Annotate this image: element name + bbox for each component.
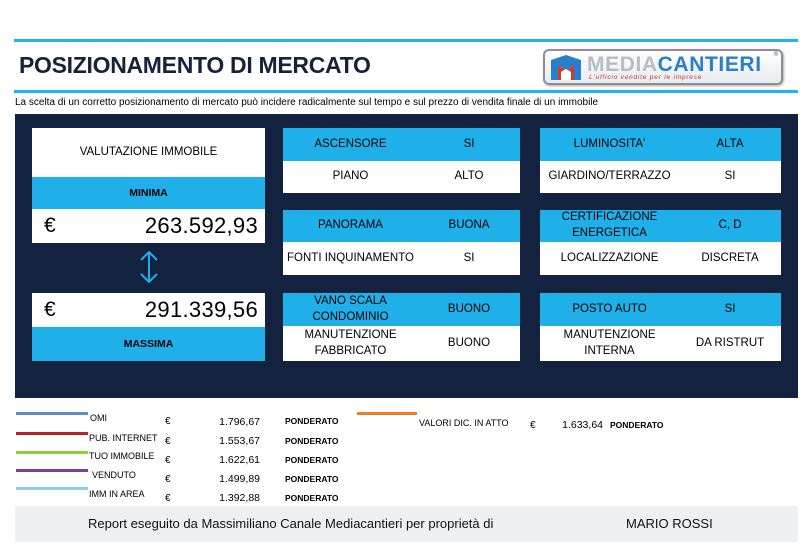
fonti-inquinamento-label: FONTI INQUINAMENTO — [283, 242, 418, 275]
max-value: 291.339,56 — [144, 297, 258, 322]
giardino-terrazzo-label: GIARDINO/TERRAZZO — [540, 161, 679, 193]
manutenzione-interna-value: DA RISTRUT — [679, 326, 781, 361]
legend-label-valori-dic: VALORI DIC. IN ATTO — [419, 418, 509, 428]
legend-label-pub-internet: PUB. INTERNET — [89, 433, 158, 443]
vano-scala-value: BUONO — [418, 293, 520, 326]
min-label: MINIMA — [32, 177, 265, 209]
fonti-inquinamento-value: SI — [418, 242, 520, 275]
legend-currency-imm-in-area: € — [165, 493, 171, 504]
max-currency: € — [44, 298, 56, 321]
up-down-arrow-icon — [138, 250, 160, 284]
ascensore-label: ASCENSORE — [283, 128, 418, 161]
legend-currency-omi: € — [165, 416, 171, 427]
mediacantieri-logo — [543, 49, 783, 85]
legend-label-venduto: VENDUTO — [92, 470, 136, 480]
giardino-terrazzo-value: SI — [679, 161, 781, 193]
header-bottom-rule — [14, 90, 798, 93]
footer-owner-name: MARIO ROSSI — [626, 516, 713, 531]
vano-scala-label: VANO SCALA CONDOMINIO — [283, 293, 418, 326]
logo-tagline: L'ufficio vendite per le imprese — [589, 74, 703, 81]
legend-line-valori-dic — [357, 412, 417, 415]
m-house-logo-icon — [549, 54, 583, 81]
luminosita-label: LUMINOSITA' — [540, 128, 679, 161]
max-value-row — [32, 293, 265, 327]
posto-auto-value: SI — [679, 293, 781, 326]
legend-label-tuo-immobile: TUO IMMOBILE — [89, 451, 155, 461]
legend-currency-valori-dic: € — [530, 420, 536, 431]
manutenzione-fabbricato-label: MANUTENZIONE FABBRICATO — [283, 326, 418, 361]
localizzazione-value: DISCRETA — [679, 242, 781, 275]
footer-report-text: Report eseguito da Massimiliano Canale Mediacantieri per proprietà di — [88, 516, 494, 531]
legend-value-imm-in-area: 1.392,88 — [219, 492, 260, 504]
valuation-label: VALUTAZIONE IMMOBILE — [32, 128, 265, 177]
certificazione-energetica-label: CERTIFICAZIONE ENERGETICA — [540, 210, 679, 242]
ascensore-value: SI — [418, 128, 520, 161]
legend-line-venduto — [16, 469, 88, 472]
legend-line-omi — [16, 412, 88, 415]
legend-tag-venduto: PONDERATO — [285, 474, 339, 484]
localizzazione-label: LOCALIZZAZIONE — [540, 242, 679, 275]
piano-value: ALTO — [418, 161, 520, 193]
page-title: POSIZIONAMENTO DI MERCATO — [19, 52, 371, 78]
legend-value-venduto: 1.499,89 — [219, 473, 260, 485]
piano-label: PIANO — [283, 161, 418, 193]
logo-registered-mark: ® — [773, 52, 778, 58]
panorama-value: BUONA — [418, 210, 520, 242]
legend-value-omi: 1.796,67 — [219, 416, 260, 428]
logo-text: MEDIACANTIERI — [587, 53, 762, 76]
legend-label-omi: OMI — [90, 413, 107, 423]
min-value-row — [32, 209, 265, 243]
header-top-rule — [14, 39, 798, 42]
legend-currency-tuo-immobile: € — [165, 455, 171, 466]
legend-value-valori-dic: 1.633,64 — [562, 419, 603, 431]
legend-tag-pub-internet: PONDERATO — [285, 436, 339, 446]
legend-currency-venduto: € — [165, 474, 171, 485]
legend-tag-valori-dic: PONDERATO — [610, 420, 664, 430]
legend-value-pub-internet: 1.553,67 — [219, 435, 260, 447]
page-subtitle: La scelta di un corretto posizionamento di mercato può incidere radicalmente sul tempo e sul prezzo di vendita finale di un immobile — [15, 97, 599, 108]
legend-tag-imm-in-area: PONDERATO — [285, 493, 339, 503]
legend-tag-tuo-immobile: PONDERATO — [285, 455, 339, 465]
legend-line-imm-in-area — [16, 487, 88, 490]
legend-currency-pub-internet: € — [165, 436, 171, 447]
legend-tag-omi: PONDERATO — [285, 416, 339, 426]
manutenzione-fabbricato-value: BUONO — [418, 326, 520, 361]
min-currency: € — [44, 214, 56, 237]
legend-value-tuo-immobile: 1.622,61 — [219, 454, 260, 466]
manutenzione-interna-label: MANUTENZIONE INTERNA — [540, 326, 679, 361]
max-label: MASSIMA — [32, 327, 265, 361]
legend-line-tuo-immobile — [16, 451, 88, 454]
legend-label-imm-in-area: IMM IN AREA — [89, 489, 145, 499]
certificazione-energetica-value: C, D — [679, 210, 781, 242]
min-value: 263.592,93 — [144, 213, 258, 238]
panorama-label: PANORAMA — [283, 210, 418, 242]
legend-line-pub-internet — [16, 432, 88, 435]
posto-auto-label: POSTO AUTO — [540, 293, 679, 326]
luminosita-value: ALTA — [679, 128, 781, 161]
